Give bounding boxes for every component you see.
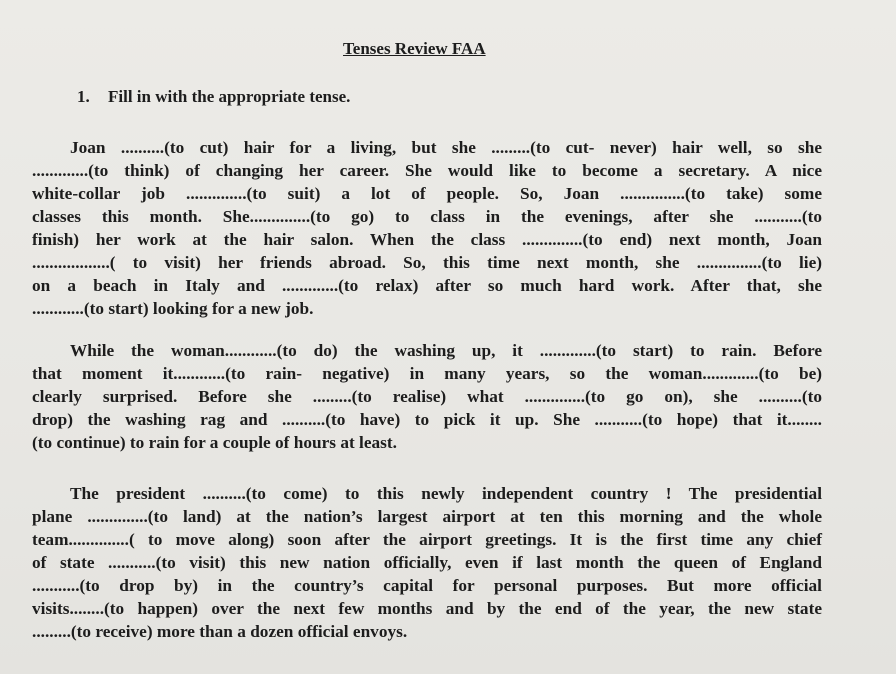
text-line: Joan ..........(to cut) hair for a living, but she .........(to cut- never) hair well, so she: [70, 138, 822, 157]
text-line: The president ..........(to come) to this newly independent country ! The presidential: [70, 484, 822, 503]
instruction: [77, 87, 350, 107]
text-line: plane ..............(to land) at the nation’s largest airport at ten this morning and the whole: [32, 507, 822, 526]
paragraph-president: [32, 482, 822, 643]
text-line: ...........(to drop by) in the country’s capital for personal purposes. But more official: [32, 576, 822, 595]
text-line: drop) the washing rag and ..........(to have) to pick it up. She ...........(to hope) that it........: [32, 410, 822, 429]
paragraph-joan: [32, 136, 822, 320]
text-line: of state ...........(to visit) this new nation officially, even if last month the queen of England: [32, 553, 822, 572]
text-line: team..............( to move along) soon after the airport greetings. It is the first time any chief: [32, 530, 822, 549]
paragraph-woman: [32, 339, 822, 454]
text-line: (to continue) to rain for a couple of hours at least.: [32, 433, 397, 452]
text-line: visits........(to happen) over the next few months and by the end of the year, the new state: [32, 599, 822, 618]
instruction-number: 1.: [77, 87, 90, 106]
text-line: .............(to think) of changing her career. She would like to become a secretary. A nice: [32, 161, 822, 180]
text-line: that moment it............(to rain- negative) in many years, so the woman.............(to be): [32, 364, 822, 383]
text-line: classes this month. She..............(to go) to class in the evenings, after she ...........(to: [32, 207, 822, 226]
page-title: Tenses Review FAA: [343, 39, 486, 58]
text-line: clearly surprised. Before she .........(to realise) what ..............(to go on), she ..........(to: [32, 387, 822, 406]
text-line: .........(to receive) more than a dozen official envoys.: [32, 622, 408, 641]
text-line: While the woman............(to do) the washing up, it .............(to start) to rain. Before: [70, 341, 822, 360]
instruction-text: Fill in with the appropriate tense.: [108, 87, 351, 106]
text-line: ..................( to visit) her friends abroad. So, this time next month, she ...............(to lie): [32, 253, 822, 272]
text-line: ............(to start) looking for a new job.: [32, 299, 314, 318]
text-line: on a beach in Italy and .............(to relax) after so much hard work. After that, she: [32, 276, 822, 295]
text-line: finish) her work at the hair salon. When the class ..............(to end) next month, Joan: [32, 230, 822, 249]
text-line: white-collar job ..............(to suit) a lot of people. So, Joan ...............(to take) some: [32, 184, 822, 203]
